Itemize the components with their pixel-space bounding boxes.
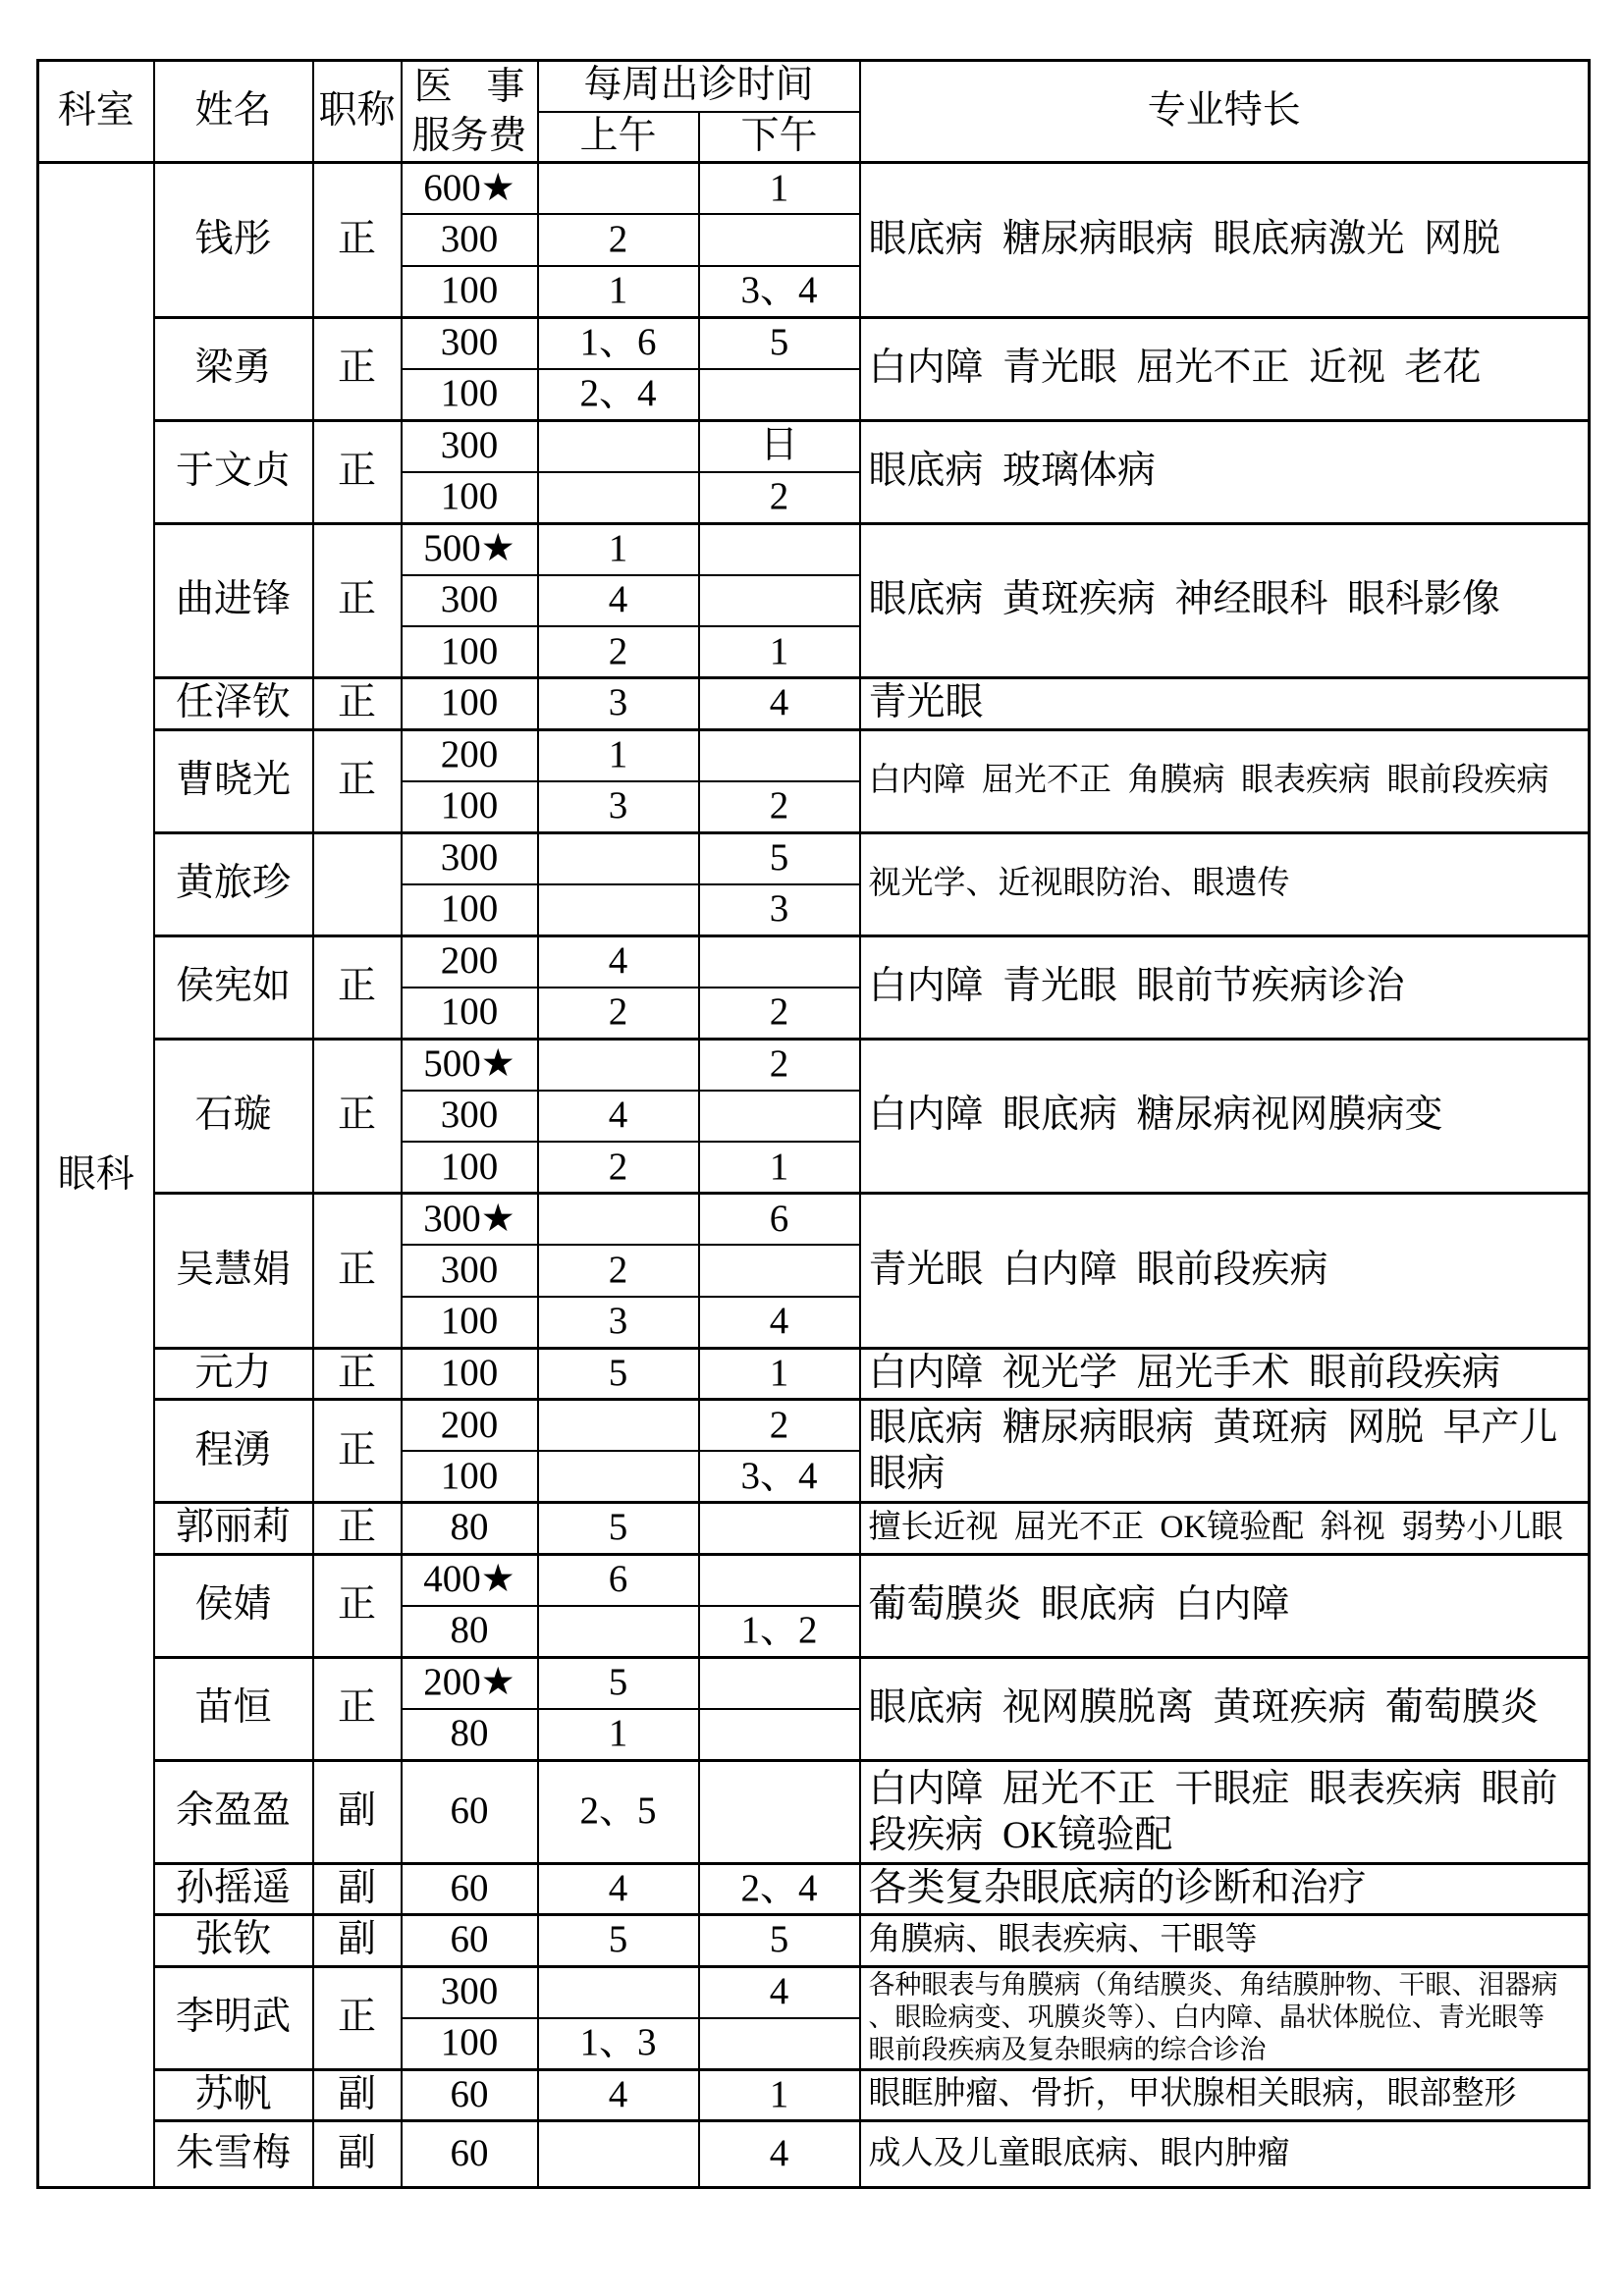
am-session-cell xyxy=(538,884,699,936)
table-row xyxy=(38,1503,1590,1555)
fee-cell: 500★ xyxy=(402,523,538,575)
specialty-cell xyxy=(860,1915,1590,1967)
fee-cell: 100 xyxy=(402,678,538,730)
fee-cell: 100 xyxy=(402,369,538,421)
table-row xyxy=(38,935,1590,988)
doctor-name: 元力 xyxy=(154,1348,313,1400)
fee-cell: 60 xyxy=(402,1760,538,1863)
am-session-cell xyxy=(538,163,699,215)
specialty-line: 各类复杂眼底病的诊断和治疗 xyxy=(868,1866,1367,1909)
doctor-title: 正 xyxy=(313,163,402,318)
am-session-cell: 1 xyxy=(538,266,699,318)
fee-cell: 100 xyxy=(402,2018,538,2070)
am-session-cell xyxy=(538,1606,699,1658)
doctor-name: 苏帆 xyxy=(154,2069,313,2121)
doctor-name: 张钦 xyxy=(154,1915,313,1967)
am-session-cell: 5 xyxy=(538,1915,699,1967)
fee-cell: 100 xyxy=(402,1142,538,1194)
specialty-line: 白内障 青光眼 眼前节疾病诊治 xyxy=(868,965,1405,1008)
am-session-cell: 5 xyxy=(538,1503,699,1555)
doctor-title: 正 xyxy=(313,1348,402,1400)
header-am: 上午 xyxy=(538,112,699,163)
specialty-line: 眼底病 玻璃体病 xyxy=(868,450,1157,493)
fee-cell: 80 xyxy=(402,1503,538,1555)
department-cell: 眼科 xyxy=(38,163,154,2188)
header-fee-bottom: 服务费 xyxy=(411,114,527,157)
specialty-line: 视光学、近视眼防治、眼遗传 xyxy=(868,865,1290,901)
specialty-line: 擅长近视 屈光不正 OK镜验配 斜视 弱势小儿眼 xyxy=(868,1509,1564,1545)
pm-session-cell: 3、4 xyxy=(699,266,860,318)
doctor-title: 正 xyxy=(313,935,402,1039)
fee-cell: 600★ xyxy=(402,163,538,215)
specialty-cell xyxy=(860,1348,1590,1400)
table-row xyxy=(38,678,1590,730)
fee-cell: 200 xyxy=(402,1400,538,1452)
pm-session-cell xyxy=(699,1503,860,1555)
specialty-cell xyxy=(860,935,1590,1039)
pm-session-cell xyxy=(699,523,860,575)
pm-session-cell xyxy=(699,1657,860,1709)
fee-cell: 300 xyxy=(402,317,538,369)
specialty-line: 眼眶肿瘤、骨折，甲状腺相关眼病，眼部整形 xyxy=(868,2076,1517,2112)
fee-cell: 100 xyxy=(402,626,538,678)
fee-cell: 100 xyxy=(402,472,538,524)
pm-session-cell xyxy=(699,575,860,627)
specialty-cell xyxy=(860,2069,1590,2121)
doctor-name: 郭丽莉 xyxy=(154,1503,313,1555)
pm-session-cell: 3 xyxy=(699,884,860,936)
pm-session-cell xyxy=(699,214,860,266)
am-session-cell: 1、3 xyxy=(538,2018,699,2070)
doctor-name: 苗恒 xyxy=(154,1657,313,1760)
doctor-title xyxy=(313,832,402,935)
pm-session-cell: 2、4 xyxy=(699,1863,860,1915)
am-session-cell: 6 xyxy=(538,1554,699,1606)
am-session-cell: 2 xyxy=(538,214,699,266)
specialty-cell xyxy=(860,1863,1590,1915)
fee-cell: 300 xyxy=(402,214,538,266)
table-row xyxy=(38,729,1590,781)
specialty-line: 段疾病 OK镜验配 xyxy=(868,1813,1173,1856)
am-session-cell: 3 xyxy=(538,781,699,833)
table-row xyxy=(38,523,1590,575)
am-session-cell xyxy=(538,1966,699,2018)
specialty-line: 白内障 屈光不正 角膜病 眼表疾病 眼前段疾病 xyxy=(868,762,1549,798)
fee-cell: 100 xyxy=(402,781,538,833)
specialty-cell xyxy=(860,317,1590,420)
specialty-cell xyxy=(860,1554,1590,1657)
specialty-line: 眼底病 糖尿病眼病 黄斑病 网脱 早产儿 xyxy=(868,1407,1558,1449)
doctor-name: 朱雪梅 xyxy=(154,2121,313,2188)
doctor-title: 正 xyxy=(313,1039,402,1194)
specialty-line: 成人及儿童眼底病、眼内肿瘤 xyxy=(868,2135,1290,2171)
pm-session-cell xyxy=(699,935,860,988)
pm-session-cell: 4 xyxy=(699,1966,860,2018)
table-row xyxy=(38,1915,1590,1967)
am-session-cell xyxy=(538,2121,699,2188)
doctor-title: 副 xyxy=(313,2069,402,2121)
table-row xyxy=(38,1760,1590,1863)
pm-session-cell: 4 xyxy=(699,678,860,730)
specialty-cell xyxy=(860,1194,1590,1349)
pm-session-cell xyxy=(699,1554,860,1606)
am-session-cell: 4 xyxy=(538,935,699,988)
am-session-cell: 2 xyxy=(538,988,699,1040)
specialty-cell xyxy=(860,420,1590,523)
pm-session-cell: 5 xyxy=(699,317,860,369)
table-row xyxy=(38,1348,1590,1400)
doctor-name: 曹晓光 xyxy=(154,729,313,832)
table-row xyxy=(38,163,1590,215)
specialty-line: 白内障 青光眼 屈光不正 近视 老花 xyxy=(868,347,1482,390)
table-row xyxy=(38,832,1590,884)
table-row xyxy=(38,1966,1590,2018)
am-session-cell xyxy=(538,1400,699,1452)
fee-cell: 100 xyxy=(402,1348,538,1400)
pm-session-cell: 6 xyxy=(699,1194,860,1246)
am-session-cell xyxy=(538,1039,699,1091)
specialty-line: 眼病 xyxy=(868,1453,946,1495)
specialty-cell xyxy=(860,729,1590,832)
header-title: 职称 xyxy=(313,61,402,163)
specialty-cell xyxy=(860,523,1590,678)
pm-session-cell: 2 xyxy=(699,781,860,833)
specialty-line: 角膜病、眼表疾病、干眼等 xyxy=(868,1921,1258,1957)
doctor-title: 正 xyxy=(313,678,402,730)
table-row xyxy=(38,317,1590,369)
specialty-cell xyxy=(860,1039,1590,1194)
am-session-cell: 2 xyxy=(538,1142,699,1194)
doctor-name: 余盈盈 xyxy=(154,1760,313,1863)
table-header xyxy=(38,61,1590,163)
doctor-name: 钱彤 xyxy=(154,163,313,318)
doctor-title: 正 xyxy=(313,1194,402,1349)
pm-session-cell xyxy=(699,1091,860,1143)
pm-session-cell: 3、4 xyxy=(699,1451,860,1503)
fee-cell: 300 xyxy=(402,832,538,884)
fee-cell: 300 xyxy=(402,1091,538,1143)
header-specialty: 专业特长 xyxy=(860,61,1590,163)
pm-session-cell xyxy=(699,369,860,421)
specialty-line: 眼底病 黄斑疾病 神经眼科 眼科影像 xyxy=(868,578,1501,621)
specialty-line: 各种眼表与角膜病（角结膜炎、角结膜肿物、干眼、泪器病 xyxy=(868,1970,1558,2000)
doctor-title: 正 xyxy=(313,1554,402,1657)
doctor-name: 梁勇 xyxy=(154,317,313,420)
fee-cell: 60 xyxy=(402,2121,538,2188)
specialty-cell xyxy=(860,1760,1590,1863)
am-session-cell: 4 xyxy=(538,575,699,627)
doctor-title: 副 xyxy=(313,1915,402,1967)
pm-session-cell xyxy=(699,1760,860,1863)
specialty-line: 眼底病 糖尿病眼病 眼底病激光 网脱 xyxy=(868,217,1501,260)
fee-cell: 200 xyxy=(402,935,538,988)
fee-cell: 100 xyxy=(402,1451,538,1503)
pm-session-cell: 1 xyxy=(699,626,860,678)
pm-session-cell: 4 xyxy=(699,1297,860,1349)
am-session-cell xyxy=(538,420,699,472)
header-pm: 下午 xyxy=(699,112,860,163)
doctor-name: 李明武 xyxy=(154,1966,313,2069)
fee-cell: 60 xyxy=(402,2069,538,2121)
am-session-cell: 4 xyxy=(538,1863,699,1915)
pm-session-cell xyxy=(699,1245,860,1297)
doctor-name: 任泽钦 xyxy=(154,678,313,730)
specialty-line: 白内障 屈光不正 干眼症 眼表疾病 眼前 xyxy=(868,1767,1558,1810)
table-row xyxy=(38,1863,1590,1915)
pm-session-cell: 1 xyxy=(699,163,860,215)
am-session-cell xyxy=(538,1194,699,1246)
am-session-cell: 1 xyxy=(538,1709,699,1761)
doctor-name: 于文贞 xyxy=(154,420,313,523)
pm-session-cell xyxy=(699,729,860,781)
am-session-cell: 2、4 xyxy=(538,369,699,421)
am-session-cell: 5 xyxy=(538,1348,699,1400)
doctor-name: 侯婧 xyxy=(154,1554,313,1657)
schedule-table xyxy=(36,59,1591,2189)
table-row xyxy=(38,1194,1590,1246)
specialty-cell xyxy=(860,1400,1590,1503)
pm-session-cell: 2 xyxy=(699,472,860,524)
am-session-cell: 2、5 xyxy=(538,1760,699,1863)
fee-cell: 100 xyxy=(402,884,538,936)
table-body xyxy=(38,163,1590,2188)
doctor-name: 曲进锋 xyxy=(154,523,313,678)
header-fee xyxy=(402,61,538,163)
specialty-cell xyxy=(860,678,1590,730)
specialty-line: 白内障 视光学 屈光手术 眼前段疾病 xyxy=(868,1351,1501,1394)
table-row xyxy=(38,1039,1590,1091)
fee-cell: 400★ xyxy=(402,1554,538,1606)
pm-session-cell: 5 xyxy=(699,1915,860,1967)
fee-cell: 60 xyxy=(402,1863,538,1915)
doctor-title: 正 xyxy=(313,1503,402,1555)
doctor-title: 正 xyxy=(313,523,402,678)
header-name: 姓名 xyxy=(154,61,313,163)
header-weekly-schedule: 每周出诊时间 xyxy=(538,61,860,112)
pm-session-cell: 2 xyxy=(699,1400,860,1452)
doctor-title: 副 xyxy=(313,2121,402,2188)
am-session-cell: 4 xyxy=(538,1091,699,1143)
specialty-line: 青光眼 白内障 眼前段疾病 xyxy=(868,1248,1328,1291)
doctor-title: 正 xyxy=(313,1657,402,1760)
doctor-title: 副 xyxy=(313,1863,402,1915)
pm-session-cell: 5 xyxy=(699,832,860,884)
pm-session-cell: 2 xyxy=(699,988,860,1040)
am-session-cell xyxy=(538,832,699,884)
fee-cell: 300 xyxy=(402,1966,538,2018)
am-session-cell: 3 xyxy=(538,678,699,730)
specialty-line: 葡萄膜炎 眼底病 白内障 xyxy=(868,1583,1290,1627)
specialty-cell xyxy=(860,1657,1590,1760)
am-session-cell xyxy=(538,472,699,524)
am-session-cell xyxy=(538,1451,699,1503)
header-fee-top: 医 事 xyxy=(413,65,525,108)
specialty-cell xyxy=(860,1503,1590,1555)
table-row xyxy=(38,2069,1590,2121)
pm-session-cell: 1 xyxy=(699,2069,860,2121)
table-row xyxy=(38,420,1590,472)
pm-session-cell: 2 xyxy=(699,1039,860,1091)
fee-cell: 100 xyxy=(402,988,538,1040)
am-session-cell: 4 xyxy=(538,2069,699,2121)
am-session-cell: 1、6 xyxy=(538,317,699,369)
fee-cell: 300★ xyxy=(402,1194,538,1246)
fee-cell: 500★ xyxy=(402,1039,538,1091)
fee-cell: 80 xyxy=(402,1606,538,1658)
fee-cell: 80 xyxy=(402,1709,538,1761)
table-row xyxy=(38,1554,1590,1606)
specialty-line: 、眼睑病变、巩膜炎等）、白内障、晶状体脱位、青光眼等 xyxy=(868,2002,1545,2032)
specialty-cell xyxy=(860,1966,1590,2069)
fee-cell: 200 xyxy=(402,729,538,781)
am-session-cell: 1 xyxy=(538,523,699,575)
doctor-name: 吴慧娟 xyxy=(154,1194,313,1349)
doctor-name: 黄旅珍 xyxy=(154,832,313,935)
table-row xyxy=(38,2121,1590,2188)
pm-session-cell: 1 xyxy=(699,1348,860,1400)
pm-session-cell: 1、2 xyxy=(699,1606,860,1658)
pm-session-cell: 4 xyxy=(699,2121,860,2188)
doctor-name: 程湧 xyxy=(154,1400,313,1503)
pm-session-cell: 1 xyxy=(699,1142,860,1194)
table-row xyxy=(38,1400,1590,1452)
am-session-cell: 5 xyxy=(538,1657,699,1709)
fee-cell: 100 xyxy=(402,1297,538,1349)
header-department: 科室 xyxy=(38,61,154,163)
doctor-title: 正 xyxy=(313,729,402,832)
am-session-cell: 1 xyxy=(538,729,699,781)
specialty-cell xyxy=(860,2121,1590,2188)
fee-cell: 100 xyxy=(402,266,538,318)
doctor-name: 孙摇遥 xyxy=(154,1863,313,1915)
fee-cell: 60 xyxy=(402,1915,538,1967)
specialty-line: 青光眼 xyxy=(868,681,984,724)
pm-session-cell xyxy=(699,2018,860,2070)
fee-cell: 300 xyxy=(402,575,538,627)
specialty-cell xyxy=(860,163,1590,318)
specialty-line: 眼底病 视网膜脱离 黄斑疾病 葡萄膜炎 xyxy=(868,1686,1540,1730)
doctor-title: 正 xyxy=(313,317,402,420)
doctor-title: 正 xyxy=(313,420,402,523)
header-row xyxy=(38,61,1590,112)
pm-session-cell xyxy=(699,1709,860,1761)
fee-cell: 200★ xyxy=(402,1657,538,1709)
am-session-cell: 2 xyxy=(538,1245,699,1297)
specialty-line: 眼前段疾病及复杂眼病的综合诊治 xyxy=(868,2035,1267,2064)
doctor-title: 正 xyxy=(313,1400,402,1503)
specialty-line: 白内障 眼底病 糖尿病视网膜病变 xyxy=(868,1094,1443,1137)
fee-cell: 300 xyxy=(402,420,538,472)
table-row xyxy=(38,1657,1590,1709)
pm-session-cell: 日 xyxy=(699,420,860,472)
doctor-name: 侯宪如 xyxy=(154,935,313,1039)
specialty-cell xyxy=(860,832,1590,935)
am-session-cell: 2 xyxy=(538,626,699,678)
doctor-name: 石璇 xyxy=(154,1039,313,1194)
doctor-title: 正 xyxy=(313,1966,402,2069)
doctor-title: 副 xyxy=(313,1760,402,1863)
fee-cell: 300 xyxy=(402,1245,538,1297)
am-session-cell: 3 xyxy=(538,1297,699,1349)
